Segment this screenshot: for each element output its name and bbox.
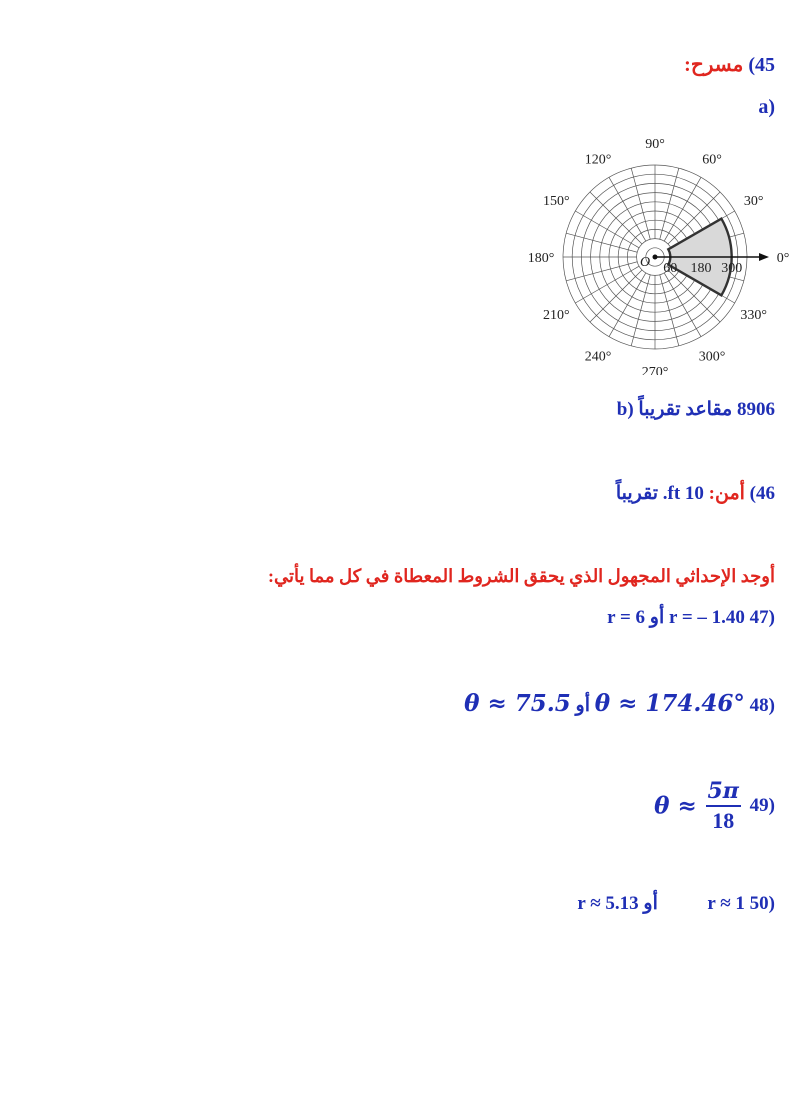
origin-label: O: [639, 255, 651, 270]
q45-title: مسرح:: [684, 54, 744, 76]
q48-value2: θ ≈ 75.5: [464, 690, 571, 717]
grid-spoke: [609, 273, 646, 337]
q48-value1: θ ≈ 174.46°: [594, 690, 745, 717]
q45-header: [684, 52, 775, 77]
q49-expression: [654, 778, 745, 834]
angle-label: 60°: [702, 152, 722, 168]
q46-title: أمن:: [708, 483, 745, 504]
radius-label: 60: [663, 261, 678, 276]
q45-number: 45): [748, 54, 775, 76]
q46-number: 46): [749, 483, 775, 504]
grid-spoke: [660, 168, 679, 239]
instructions: أوجد الإحداثي المجهول الذي يحقق الشروط المعطاة في كل مما يأتي:: [268, 566, 775, 586]
polar-labels: [528, 137, 790, 375]
grid-spoke: [566, 233, 637, 252]
q46-answer: 10 ft. تقريباً: [615, 483, 704, 504]
q46: [616, 482, 775, 505]
q48-number: (48: [749, 695, 775, 716]
q48-or: أو: [575, 695, 591, 716]
q45-part-b: [617, 398, 775, 421]
grid-spoke: [590, 270, 642, 322]
q47-value2: r = 6: [607, 607, 646, 628]
angle-label: 30°: [743, 194, 764, 209]
angle-label: 300°: [698, 349, 726, 365]
q50: [577, 892, 775, 915]
pole-point: [653, 255, 658, 260]
q45-part-a-label: (a: [758, 96, 775, 118]
grid-spoke: [575, 266, 639, 303]
angle-label: 180°: [527, 251, 555, 266]
grid-spoke: [631, 168, 650, 239]
grid-spoke: [566, 262, 637, 281]
radius-label: 180: [690, 261, 712, 276]
q49-numerator: 5π: [706, 778, 741, 807]
radius-label: 300: [721, 261, 743, 276]
q48: [464, 690, 775, 717]
q45-part-b-answer: 8906 مقاعد تقريباً (b: [616, 399, 775, 420]
q49-fraction: [706, 778, 741, 834]
angle-label: 270°: [641, 365, 669, 375]
q49-number: (49: [749, 795, 775, 816]
angle-label: 150°: [542, 194, 570, 209]
grid-spoke: [609, 177, 646, 241]
angle-label: 0°: [776, 251, 790, 266]
grid-spoke: [664, 273, 701, 337]
q50-value1: r ≈ 1: [707, 893, 745, 914]
angle-label: 90°: [645, 137, 665, 152]
polar-axis-arrow: [759, 253, 769, 261]
angle-label: 240°: [584, 349, 612, 365]
angle-label: 210°: [542, 308, 570, 323]
q47-or: أو: [649, 607, 665, 628]
grid-spoke: [575, 211, 639, 248]
q47: [607, 606, 775, 629]
q49: [654, 778, 775, 834]
grid-spoke: [631, 275, 650, 346]
angle-label: 330°: [740, 308, 768, 323]
q50-or: أو: [643, 893, 658, 914]
polar-graph: [510, 135, 790, 375]
q49-lhs: θ ≈: [654, 792, 697, 820]
angle-label: 120°: [584, 152, 612, 168]
q50-value2: r ≈ 5.13: [577, 893, 639, 914]
q50-number: (50: [749, 893, 775, 914]
q47-number: (47: [749, 607, 775, 628]
grid-spoke: [660, 275, 679, 346]
q47-value1: r = – 1.40: [669, 607, 745, 628]
q49-denominator: 18: [712, 808, 735, 833]
grid-spoke: [664, 177, 701, 241]
grid-spoke: [590, 192, 642, 244]
q45-part-a: [758, 96, 775, 119]
